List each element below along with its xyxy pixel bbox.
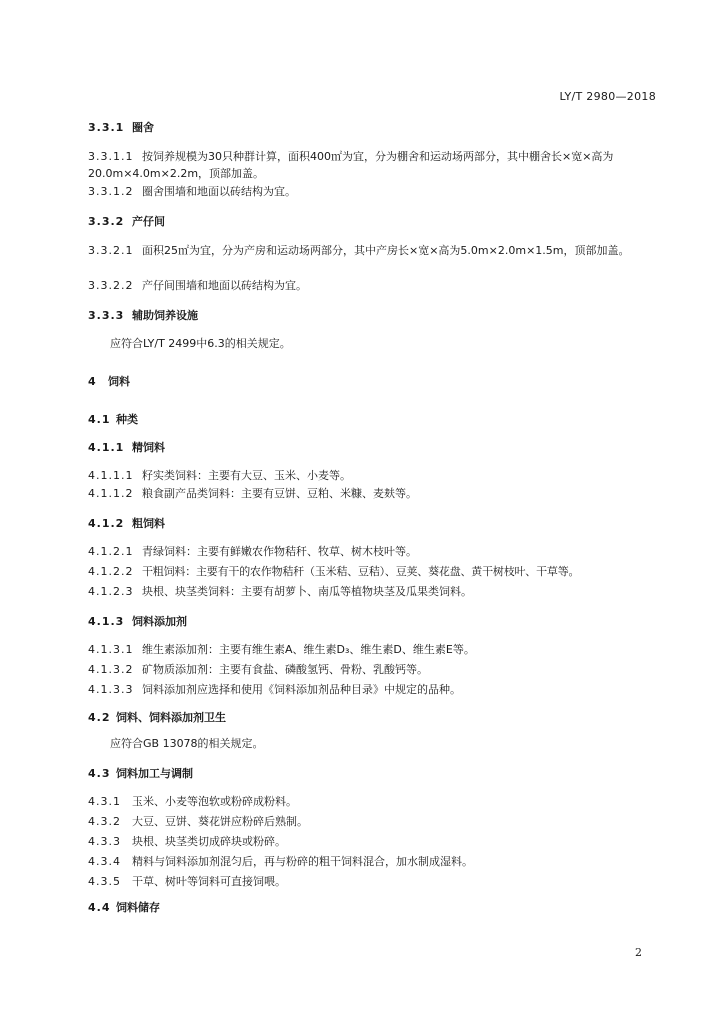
section-heading bbox=[88, 120, 154, 136]
section-number: 3.3.2 bbox=[88, 215, 125, 228]
clause-number: 4.3.1 bbox=[88, 795, 121, 808]
clause-paragraph bbox=[88, 794, 297, 810]
clause-paragraph bbox=[88, 544, 417, 560]
section-number: 3.3.1 bbox=[88, 121, 125, 134]
clause-paragraph bbox=[88, 682, 461, 698]
clause-number: 4.1.1.1 bbox=[88, 469, 134, 482]
chapter-number: 4 bbox=[88, 375, 97, 388]
clause-number: 3.3.1.2 bbox=[88, 185, 134, 198]
chapter-heading bbox=[88, 374, 130, 390]
page-number: 2 bbox=[635, 946, 642, 959]
body-text: 应符合GB 13078的相关规定。 bbox=[110, 737, 264, 750]
clause-number: 4.3.3 bbox=[88, 835, 121, 848]
clause-number: 3.3.2.1 bbox=[88, 244, 134, 257]
clause-text: 青绿饲料：主要有鲜嫩农作物秸秆、牧草、树木枝叶等。 bbox=[142, 545, 417, 558]
clause-text: 矿物质添加剂：主要有食盐、磷酸氢钙、骨粉、乳酸钙等。 bbox=[142, 663, 428, 676]
section-heading bbox=[88, 412, 138, 428]
section-number: 3.3.3 bbox=[88, 309, 125, 322]
section-title: 粗饲料 bbox=[132, 517, 165, 530]
clause-paragraph bbox=[88, 148, 660, 182]
section-title: 辅助饲养设施 bbox=[132, 309, 198, 322]
clause-text: 维生素添加剂：主要有维生素A、维生素D₃、维生素D、维生素E等。 bbox=[142, 643, 475, 656]
clause-text: 干草、树叶等饲料可直接饲喂。 bbox=[132, 875, 286, 888]
section-heading bbox=[88, 900, 160, 916]
section-number: 4.1.2 bbox=[88, 517, 125, 530]
clause-paragraph bbox=[88, 834, 286, 850]
clause-number: 4.1.2.2 bbox=[88, 565, 134, 578]
clause-paragraph bbox=[88, 468, 351, 484]
section-number: 4.2 bbox=[88, 711, 111, 724]
section-title: 产仔间 bbox=[132, 215, 165, 228]
section-title: 饲料储存 bbox=[116, 901, 160, 914]
chapter-title: 饲料 bbox=[108, 375, 130, 388]
section-heading bbox=[88, 710, 226, 726]
clause-text: 面积25㎡为宜，分为产房和运动场两部分，其中产房长×宽×高为5.0m×2.0m×1.5m，顶部加盖。 bbox=[142, 244, 630, 257]
section-title: 精饲料 bbox=[132, 441, 165, 454]
clause-text: 大豆、豆饼、葵花饼应粉碎后熟制。 bbox=[132, 815, 308, 828]
clause-number: 3.3.1.1 bbox=[88, 150, 134, 163]
clause-number: 4.3.5 bbox=[88, 875, 121, 888]
section-title: 种类 bbox=[116, 413, 138, 426]
clause-paragraph bbox=[88, 242, 660, 259]
clause-text: 按饲养规模为30只种群计算，面积400㎡为宜，分为棚舍和运动场两部分，其中棚舍长×宽×高为20.0m×4.0m×2.2m，顶部加盖。 bbox=[88, 150, 614, 180]
section-number: 4.1 bbox=[88, 413, 111, 426]
section-title: 圈舍 bbox=[132, 121, 154, 134]
clause-paragraph bbox=[88, 278, 307, 294]
document-code: LY/T 2980—2018 bbox=[559, 90, 656, 103]
section-heading bbox=[88, 516, 165, 532]
clause-text: 精料与饲料添加剂混匀后，再与粉碎的粗干饲料混合，加水制成湿料。 bbox=[132, 855, 473, 868]
section-title: 饲料加工与调制 bbox=[116, 767, 193, 780]
section-number: 4.1.1 bbox=[88, 441, 125, 454]
clause-text: 产仔间围墙和地面以砖结构为宜。 bbox=[142, 279, 307, 292]
clause-number: 4.1.3.1 bbox=[88, 643, 134, 656]
clause-number: 4.1.1.2 bbox=[88, 487, 134, 500]
clause-paragraph bbox=[88, 874, 286, 890]
clause-text: 块根、块茎类切成碎块或粉碎。 bbox=[132, 835, 286, 848]
section-heading bbox=[88, 308, 198, 324]
clause-number: 4.1.3.2 bbox=[88, 663, 134, 676]
section-heading bbox=[88, 766, 193, 782]
section-heading bbox=[88, 440, 165, 456]
clause-text: 粮食副产品类饲料：主要有豆饼、豆粕、米糠、麦麸等。 bbox=[142, 487, 417, 500]
clause-number: 4.3.2 bbox=[88, 815, 121, 828]
section-number: 4.3 bbox=[88, 767, 111, 780]
clause-text: 干粗饲料：主要有干的农作物秸秆（玉米秸、豆秸）、豆荚、葵花盘、黄干树枝叶、干草等。 bbox=[142, 565, 580, 578]
clause-paragraph bbox=[88, 486, 417, 502]
clause-text: 籽实类饲料：主要有大豆、玉米、小麦等。 bbox=[142, 469, 351, 482]
clause-paragraph bbox=[88, 814, 308, 830]
clause-number: 4.1.3.3 bbox=[88, 683, 134, 696]
clause-text: 圈舍围墙和地面以砖结构为宜。 bbox=[142, 185, 296, 198]
clause-number: 4.1.2.1 bbox=[88, 545, 134, 558]
clause-paragraph bbox=[88, 584, 472, 600]
clause-text: 玉米、小麦等泡软或粉碎成粉料。 bbox=[132, 795, 297, 808]
clause-paragraph bbox=[88, 854, 473, 870]
clause-paragraph bbox=[88, 184, 296, 200]
section-title: 饲料添加剂 bbox=[132, 615, 187, 628]
clause-number: 4.3.4 bbox=[88, 855, 121, 868]
section-number: 4.4 bbox=[88, 901, 111, 914]
section-number: 4.1.3 bbox=[88, 615, 125, 628]
clause-text: 块根、块茎类饲料：主要有胡萝卜、南瓜等植物块茎及瓜果类饲料。 bbox=[142, 585, 472, 598]
section-heading bbox=[88, 614, 187, 630]
clause-number: 4.1.2.3 bbox=[88, 585, 134, 598]
clause-paragraph bbox=[88, 662, 428, 678]
section-heading bbox=[88, 214, 165, 230]
clause-number: 3.3.2.2 bbox=[88, 279, 134, 292]
clause-text: 饲料添加剂应选择和使用《饲料添加剂品种目录》中规定的品种。 bbox=[142, 683, 461, 696]
body-text: 应符合LY/T 2499中6.3的相关规定。 bbox=[110, 337, 291, 350]
clause-paragraph bbox=[88, 642, 475, 658]
section-title: 饲料、饲料添加剂卫生 bbox=[116, 711, 226, 724]
clause-paragraph bbox=[88, 564, 579, 580]
